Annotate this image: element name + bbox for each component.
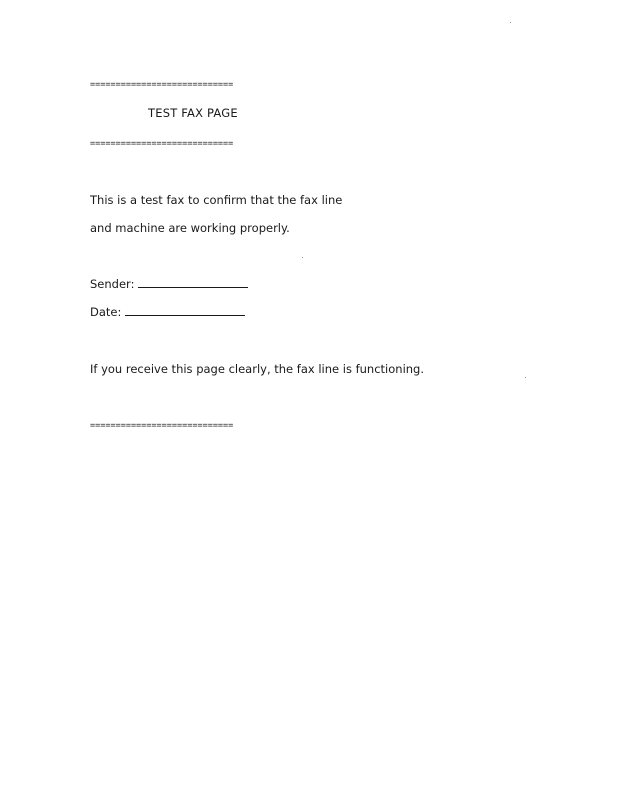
body-line-2: and machine are working properly. [90, 221, 290, 235]
date-blank-line [125, 314, 245, 316]
bottom-divider-rule: ============================ [90, 421, 234, 431]
date-field [90, 305, 245, 319]
scan-speck [510, 22, 511, 23]
scan-speck [525, 377, 526, 378]
date-label: Date: [90, 305, 122, 319]
closing-text: If you receive this page clearly, the fax line is functioning. [90, 362, 425, 376]
sender-blank-line [138, 286, 248, 288]
title-divider-rule: ============================ [90, 139, 234, 149]
scan-speck [302, 257, 303, 258]
sender-label: Sender: [90, 277, 135, 291]
body-line-1: This is a test fax to confirm that the fax line [90, 193, 343, 207]
page-title: TEST FAX PAGE [148, 106, 238, 120]
top-divider-rule: ============================ [90, 80, 234, 90]
sender-field [90, 277, 248, 291]
